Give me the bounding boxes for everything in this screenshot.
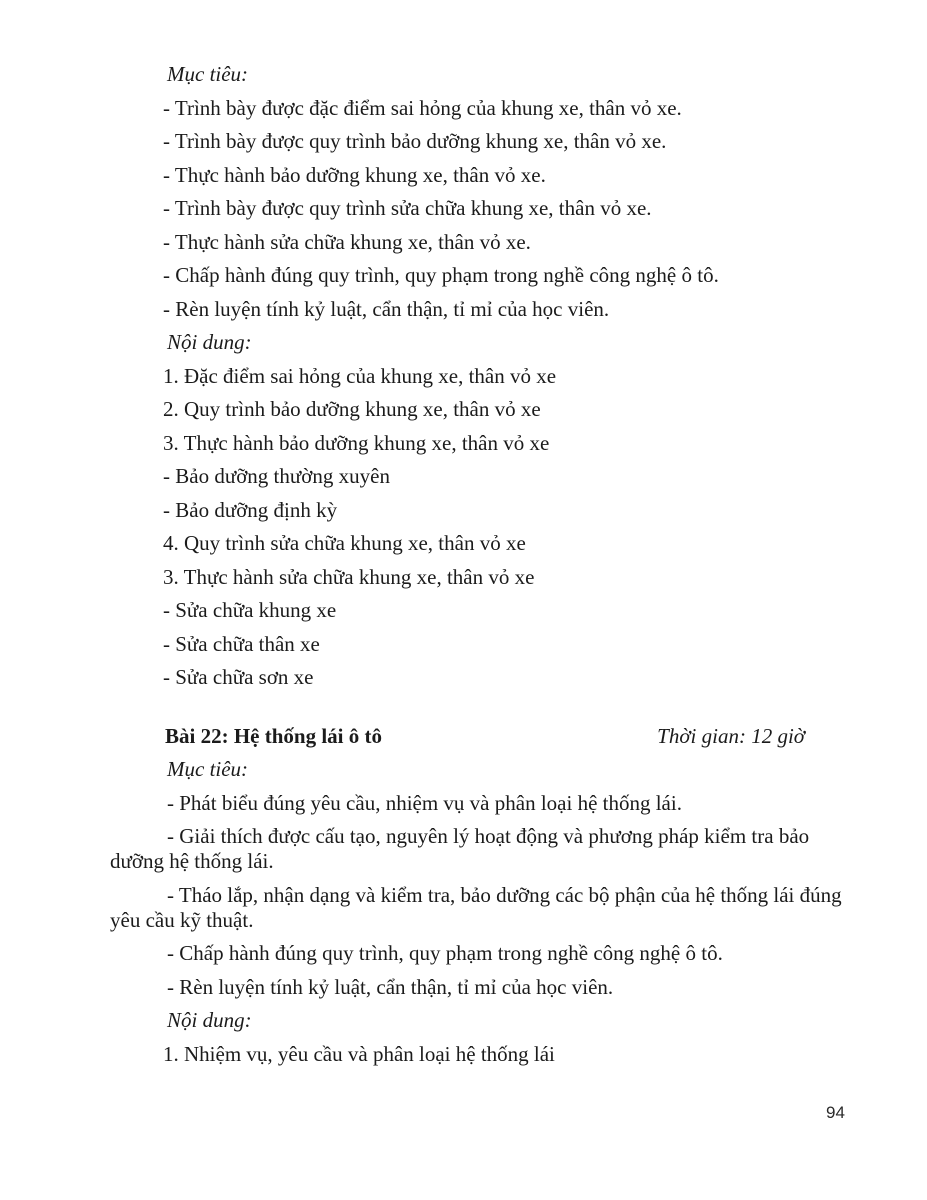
muc-tieu-label: Mục tiêu: (167, 757, 249, 781)
objective-item: - Chấp hành đúng quy trình, quy phạm trong nghề công nghệ ô tô. (163, 263, 719, 287)
objective-item: - Trình bày được đặc điểm sai hỏng của khung xe, thân vỏ xe. (163, 95, 682, 120)
objective-item: - Phát biểu đúng yêu cầu, nhiệm vụ và phân loại hệ thống lái. (167, 790, 682, 815)
objective-item: - Chấp hành đúng quy trình, quy phạm trong nghề công nghệ ô tô. (167, 941, 723, 965)
content-item: - Sửa chữa thân xe (163, 631, 320, 656)
objective-item: - Rèn luyện tính kỷ luật, cẩn thận, tỉ mỉ của học viên. (163, 296, 610, 321)
objective-item: - Trình bày được quy trình bảo dưỡng khung xe, thân vỏ xe. (163, 129, 667, 153)
content-item: 2. Quy trình bảo dưỡng khung xe, thân vỏ xe (163, 397, 541, 421)
noi-dung-label: Nội dung: (167, 1008, 252, 1032)
lesson-title: Bài 22: Hệ thống lái ô tô (165, 723, 383, 748)
content-item: - Sửa chữa sơn xe (163, 665, 314, 689)
content-item: - Bảo dưỡng thường xuyên (163, 464, 390, 488)
objective-item: - Tháo lắp, nhận dạng và kiểm tra, bảo dưỡng các bộ phận của hệ thống lái đúng yêu cầu kỹ thuật. (110, 882, 842, 932)
content-item: - Sửa chữa khung xe (163, 598, 337, 622)
noi-dung-label: Nội dung: (167, 330, 252, 354)
content-item: 1. Nhiệm vụ, yêu cầu và phân loại hệ thống lái (163, 1041, 555, 1066)
objective-item: - Rèn luyện tính kỷ luật, cẩn thận, tỉ mỉ của học viên. (167, 974, 614, 999)
objective-item: - Giải thích được cấu tạo, nguyên lý hoạt động và phương pháp kiểm tra bảo dưỡng hệ thống lái. (110, 824, 810, 873)
content-item: 4. Quy trình sửa chữa khung xe, thân vỏ xe (163, 531, 526, 555)
lesson-duration: Thời gian: 12 giờ (657, 723, 805, 748)
content-item: 3. Thực hành sửa chữa khung xe, thân vỏ xe (163, 564, 535, 589)
content-item: 1. Đặc điểm sai hỏng của khung xe, thân vỏ xe (163, 363, 557, 388)
page-number: 94 (826, 1103, 845, 1122)
objective-item: - Thực hành sửa chữa khung xe, thân vỏ xe. (163, 229, 531, 254)
content-item: 3. Thực hành bảo dưỡng khung xe, thân vỏ xe (163, 430, 550, 455)
content-item: - Bảo dưỡng định kỳ (163, 497, 338, 522)
objective-item: - Thực hành bảo dưỡng khung xe, thân vỏ xe. (163, 162, 546, 187)
lesson-heading-row (110, 724, 845, 749)
objective-item: - Trình bày được quy trình sửa chữa khung xe, thân vỏ xe. (163, 196, 652, 220)
muc-tieu-label: Mục tiêu: (167, 62, 249, 86)
